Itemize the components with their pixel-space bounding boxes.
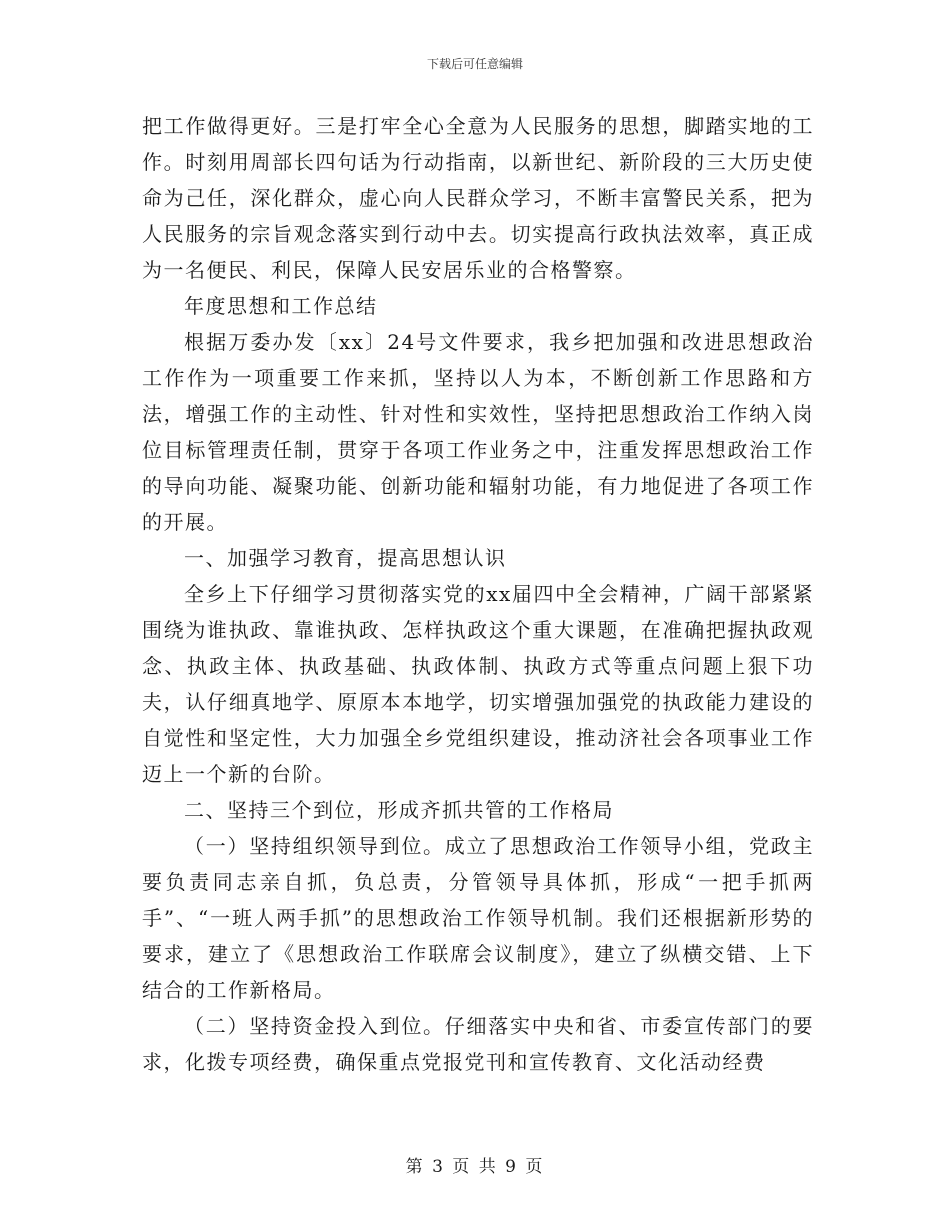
paragraph-study: 全乡上下仔细学习贯彻落实党的xx届四中全会精神，广阔干部紧紧围绕为谁执政、靠谁执政、怎样执政这个重大课题，在准确把握执政观念、执政主体、执政基础、执政体制、执政方式等重点问题上狠下功夫，认仔细真地学、原原本本地学，切实增强加强党的执政能力建设的自觉性和坚定性，大力加强全乡党组织建设，推动济社会各项事业工作迈上一个新的台阶。 [142, 582, 814, 786]
section-title: 年度思想和工作总结 [184, 294, 378, 318]
page-header: 下载后可任意编辑 [426, 57, 523, 71]
section-heading-1: 一、加强学习教育，提高思想认识 [184, 546, 507, 570]
document-body [142, 108, 814, 1080]
paragraph-organization: （一）坚持组织领导到位。成立了思想政治工作领导小组，党政主要负责同志亲自抓，负总责，分管领导具体抓，形成“一把手抓两手”、“一班人两手抓”的思想政治工作领导机制。我们还根据新形势的要求，建立了《思想政治工作联席会议制度》，建立了纵横交错、上下结合的工作新格局。 [142, 834, 814, 1002]
paragraph-intro: 根据万委办发〔xx〕24号文件要求，我乡把加强和改进思想政治工作作为一项重要工作来抓，坚持以人为本，不断创新工作思路和方法，增强工作的主动性、针对性和实效性，坚持把思想政治工作纳入岗位目标管理责任制，贯穿于各项工作业务之中，注重发挥思想政治工作的导向功能、凝聚功能、创新功能和辐射功能，有力地促进了各项工作的开展。 [142, 330, 814, 534]
paragraph-funding: （二）坚持资金投入到位。仔细落实中央和省、市委宣传部门的要求，化拨专项经费，确保重点党报党刊和宣传教育、文化活动经费 [142, 1014, 814, 1074]
paragraph-continuation: 把工作做得更好。三是打牢全心全意为人民服务的思想，脚踏实地的工作。时刻用周部长四句话为行动指南，以新世纪、新阶段的三大历史使命为己任，深化群众，虚心向人民群众学习，不断丰富警民关系，把为人民服务的宗旨观念落实到行动中去。切实提高行政执法效率，真正成为一名便民、利民，保障人民安居乐业的合格警察。 [142, 114, 814, 282]
section-heading-2: 二、坚持三个到位，形成齐抓共管的工作格局 [184, 798, 614, 822]
page-number: 第 3 页 共 9 页 [405, 1157, 545, 1177]
